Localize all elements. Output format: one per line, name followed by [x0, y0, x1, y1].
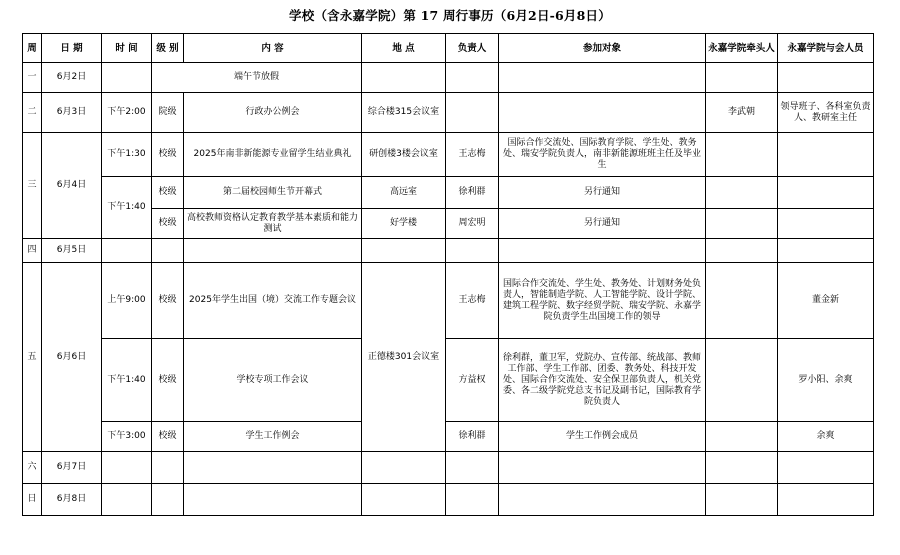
place-cell: 综合楼315会议室	[362, 93, 446, 133]
row-thursday	[23, 239, 874, 263]
row-tuesday	[23, 93, 874, 133]
content-cell	[184, 484, 362, 516]
row-friday-2	[23, 339, 874, 422]
time-cell: 下午2:00	[102, 93, 152, 133]
yj-lead-cell	[706, 63, 778, 93]
content-cell: 学校专项工作会议	[184, 339, 362, 422]
yj-attend-cell	[778, 177, 874, 209]
owner-cell: 徐利群	[446, 177, 499, 209]
yj-lead-cell	[706, 239, 778, 263]
row-wednesday-2	[23, 177, 874, 209]
time-cell: 上午9:00	[102, 263, 152, 339]
place-cell	[362, 239, 446, 263]
date-cell: 6月7日	[42, 452, 102, 484]
header-row	[23, 34, 874, 63]
owner-cell: 王志梅	[446, 263, 499, 339]
week-cell: 五	[23, 263, 42, 452]
row-saturday	[23, 452, 874, 484]
level-cell: 校级	[152, 263, 184, 339]
yj-attend-cell: 董金新	[778, 263, 874, 339]
participants-cell	[499, 239, 706, 263]
level-cell: 校级	[152, 177, 184, 209]
participants-cell	[499, 452, 706, 484]
owner-cell: 周宏明	[446, 209, 499, 239]
content-cell	[184, 452, 362, 484]
week-cell: 二	[23, 93, 42, 133]
time-cell: 下午1:40	[102, 177, 152, 239]
time-cell	[102, 63, 152, 93]
yj-lead-cell	[706, 422, 778, 452]
yj-lead-cell	[706, 177, 778, 209]
week-cell: 一	[23, 63, 42, 93]
date-cell: 6月3日	[42, 93, 102, 133]
yj-attend-cell	[778, 484, 874, 516]
content-cell: 2025年南非新能源专业留学生结业典礼	[184, 133, 362, 177]
level-cell: 院级	[152, 93, 184, 133]
participants-cell	[499, 63, 706, 93]
week-cell: 四	[23, 239, 42, 263]
level-cell: 校级	[152, 339, 184, 422]
time-cell: 下午3:00	[102, 422, 152, 452]
week-cell: 日	[23, 484, 42, 516]
owner-cell	[446, 63, 499, 93]
level-cell	[152, 239, 184, 263]
participants-cell: 另行通知	[499, 209, 706, 239]
header-owner: 负责人	[446, 34, 499, 63]
yj-lead-cell: 李武朝	[706, 93, 778, 133]
yj-attend-cell	[778, 133, 874, 177]
yj-attend-cell: 余爽	[778, 422, 874, 452]
level-cell: 校级	[152, 209, 184, 239]
place-cell	[362, 63, 446, 93]
owner-cell	[446, 484, 499, 516]
header-place: 地 点	[362, 34, 446, 63]
yj-attend-cell	[778, 209, 874, 239]
participants-cell: 国际合作交流处、学生处、教务处、计划财务处负责人，智能制造学院、人工智能学院、设计学院、建筑工程学院、数字经贸学院、瑞安学院、永嘉学院负责学生出国境工作的领导	[499, 263, 706, 339]
place-cell: 高远室	[362, 177, 446, 209]
place-cell: 正德楼301会议室	[362, 263, 446, 452]
content-cell: 端午节放假	[152, 63, 362, 93]
place-cell: 研创楼3楼会议室	[362, 133, 446, 177]
header-level: 级 别	[152, 34, 184, 63]
yj-attend-cell	[778, 452, 874, 484]
page-title: 学校（含永嘉学院）第 17 周行事历（6月2日-6月8日）	[289, 8, 611, 23]
level-cell	[152, 452, 184, 484]
schedule-table	[22, 33, 874, 516]
yj-lead-cell	[706, 339, 778, 422]
level-cell: 校级	[152, 133, 184, 177]
row-friday-3	[23, 422, 874, 452]
place-cell: 好学楼	[362, 209, 446, 239]
yj-lead-cell	[706, 452, 778, 484]
header-participants: 参加对象	[499, 34, 706, 63]
date-cell: 6月4日	[42, 133, 102, 239]
participants-cell: 学生工作例会成员	[499, 422, 706, 452]
yj-lead-cell	[706, 263, 778, 339]
owner-cell	[446, 452, 499, 484]
level-cell: 校级	[152, 422, 184, 452]
content-cell: 行政办公例会	[184, 93, 362, 133]
owner-cell: 方益权	[446, 339, 499, 422]
week-cell: 三	[23, 133, 42, 239]
owner-cell	[446, 93, 499, 133]
place-cell	[362, 452, 446, 484]
participants-cell	[499, 484, 706, 516]
yj-lead-cell	[706, 209, 778, 239]
owner-cell	[446, 239, 499, 263]
participants-cell	[499, 93, 706, 133]
header-content: 内 容	[184, 34, 362, 63]
time-cell	[102, 452, 152, 484]
yj-attend-cell: 罗小阳、余爽	[778, 339, 874, 422]
row-friday-1	[23, 263, 874, 339]
yj-lead-cell	[706, 484, 778, 516]
header-date: 日 期	[42, 34, 102, 63]
date-cell: 6月8日	[42, 484, 102, 516]
header-yj-attend: 永嘉学院与会人员	[778, 34, 874, 63]
date-cell: 6月6日	[42, 263, 102, 452]
content-cell: 学生工作例会	[184, 422, 362, 452]
yj-attend-cell	[778, 63, 874, 93]
owner-cell: 王志梅	[446, 133, 499, 177]
header-week: 周	[23, 34, 42, 63]
row-sunday	[23, 484, 874, 516]
week-cell: 六	[23, 452, 42, 484]
yj-attend-cell	[778, 239, 874, 263]
place-cell	[362, 484, 446, 516]
content-cell: 2025年学生出国（境）交流工作专题会议	[184, 263, 362, 339]
row-wednesday-1	[23, 133, 874, 177]
content-cell: 第二届校园师生节开幕式	[184, 177, 362, 209]
time-cell	[102, 239, 152, 263]
time-cell	[102, 484, 152, 516]
header-time: 时 间	[102, 34, 152, 63]
owner-cell: 徐利群	[446, 422, 499, 452]
row-monday	[23, 63, 874, 93]
participants-cell: 另行通知	[499, 177, 706, 209]
time-cell: 下午1:40	[102, 339, 152, 422]
header-yj-lead: 永嘉学院牵头人	[706, 34, 778, 63]
yj-lead-cell	[706, 133, 778, 177]
participants-cell: 徐利群，董卫军，党院办、宣传部、统战部、教师工作部、学生工作部、团委、教务处、科技开发处、国际合作交流处、安全保卫部负责人，机关党委、各二级学院党总支书记及副书记，国际教育学院负责人	[499, 339, 706, 422]
yj-attend-cell: 领导班子、各科室负责人、教研室主任	[778, 93, 874, 133]
participants-cell: 国际合作交流处、国际教育学院、学生处、教务处、瑞安学院负责人，南非新能源班班主任及毕业生	[499, 133, 706, 177]
date-cell: 6月5日	[42, 239, 102, 263]
time-cell: 下午1:30	[102, 133, 152, 177]
content-cell	[184, 239, 362, 263]
date-cell: 6月2日	[42, 63, 102, 93]
content-cell: 高校教师资格认定教育教学基本素质和能力测试	[184, 209, 362, 239]
level-cell	[152, 484, 184, 516]
